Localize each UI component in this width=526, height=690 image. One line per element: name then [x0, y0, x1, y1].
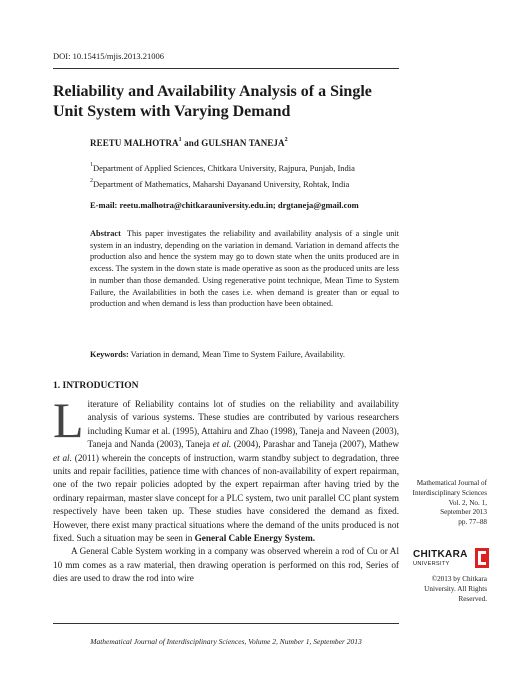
- paper-title: Reliability and Availability Analysis of a Single Unit System with Varying Demand: [53, 83, 372, 120]
- keywords-text: Variation in demand, Mean Time to System Failure, Availability.: [128, 350, 345, 359]
- logo-mark-icon: [475, 548, 489, 568]
- author-list: [90, 138, 288, 148]
- logo-name: CHITKARA: [413, 549, 468, 560]
- paragraph: A General Cable System working in a company was observed wherein a rod of Cu or Al 10 mm comes as a raw material, then drawing operation is performed on this rod, Series of dies are used to draw the rod into wire: [53, 546, 399, 584]
- footer-citation: Mathematical Journal of Interdisciplinary Sciences, Volume 2, Number 1, September 2013: [90, 637, 362, 646]
- author-name: REETU MALHOTRA: [90, 138, 179, 148]
- affiliation-marker: 2: [284, 137, 288, 143]
- abstract: [90, 228, 399, 310]
- chitkara-logo: [413, 546, 489, 572]
- affiliation-2: $^2$Department of Mathematics, Maharshi Dayanand University, Rohtak, India: [90, 178, 350, 189]
- abstract-text: This paper investigates the reliability and availability analysis of a single unit system in an industry, depending on the variation in demand. Variation in demand affects the production also and hence the system may go to down state when the units produced are in excess. The system in the down state is made operative as soon as the produced units are less in number than those demanded. Using regenerative point technique, Mean Time to System Failure, the Availabilities in both the cases i.e. when demand is greater than or equal to production and when demand is less than production have been obtained.: [90, 229, 399, 309]
- keywords-label: Keywords:: [90, 350, 129, 359]
- author-conjunction: and: [181, 138, 202, 148]
- abstract-label: Abstract: [90, 229, 121, 238]
- keywords: [90, 350, 399, 359]
- section-heading: 1. INTRODUCTION: [53, 381, 139, 391]
- logo-subtitle: UNIVERSITY: [413, 561, 450, 567]
- intro-body: [53, 392, 400, 586]
- author-email: E-mail: reetu.malhotra@chitkarauniversity.edu.in; drgtaneja@gmail.com: [90, 200, 359, 210]
- journal-info: Mathematical Journal of Interdisciplinary Sciences Vol. 2, No. 1, September 2013 pp. 77–88: [412, 479, 487, 527]
- drop-cap: L: [53, 392, 84, 448]
- affiliation-marker: 1: [178, 137, 182, 143]
- affiliation-1: $^1$Department of Applied Sciences, Chitkara University, Rajpura, Punjab, India: [90, 162, 355, 173]
- footer-rule: [53, 623, 399, 624]
- header-rule: [53, 68, 399, 69]
- doi-line: DOI: 10.15415/mjis.2013.21006: [53, 51, 164, 61]
- paragraph: Literature of Reliability contains lot of studies on the reliability and availability analysis of various systems. These studies are contributed by various researchers including Kumar et al. (1995), Attahiru and Zhao (1998), Taneja and Naveen (2003), Taneja and Nanda (2003), Taneja et al. (2004), Parashar and Taneja (2007), Mathew et al. (2011) wherein the concepts of instruction, warm standby subject to degradation, three units and repair facilities, patience time with chances of non-availability of expert repairman, one of the two repair policies adopted by the expert repairman after having tried by the ordinary repairman, master slave concept for a PLC system, two unit parallel CC plant system respectively have been taken up. These studies have considered the demand as fixed. However, there exist many practical situations where the demand of the units produced is not fixed. Such a situation may be seen in General Cable Energy System.: [53, 392, 400, 544]
- copyright-info: ©2013 by Chitkara University. All Rights Reserved.: [424, 575, 487, 603]
- author-name: GULSHAN TANEJA: [201, 138, 285, 148]
